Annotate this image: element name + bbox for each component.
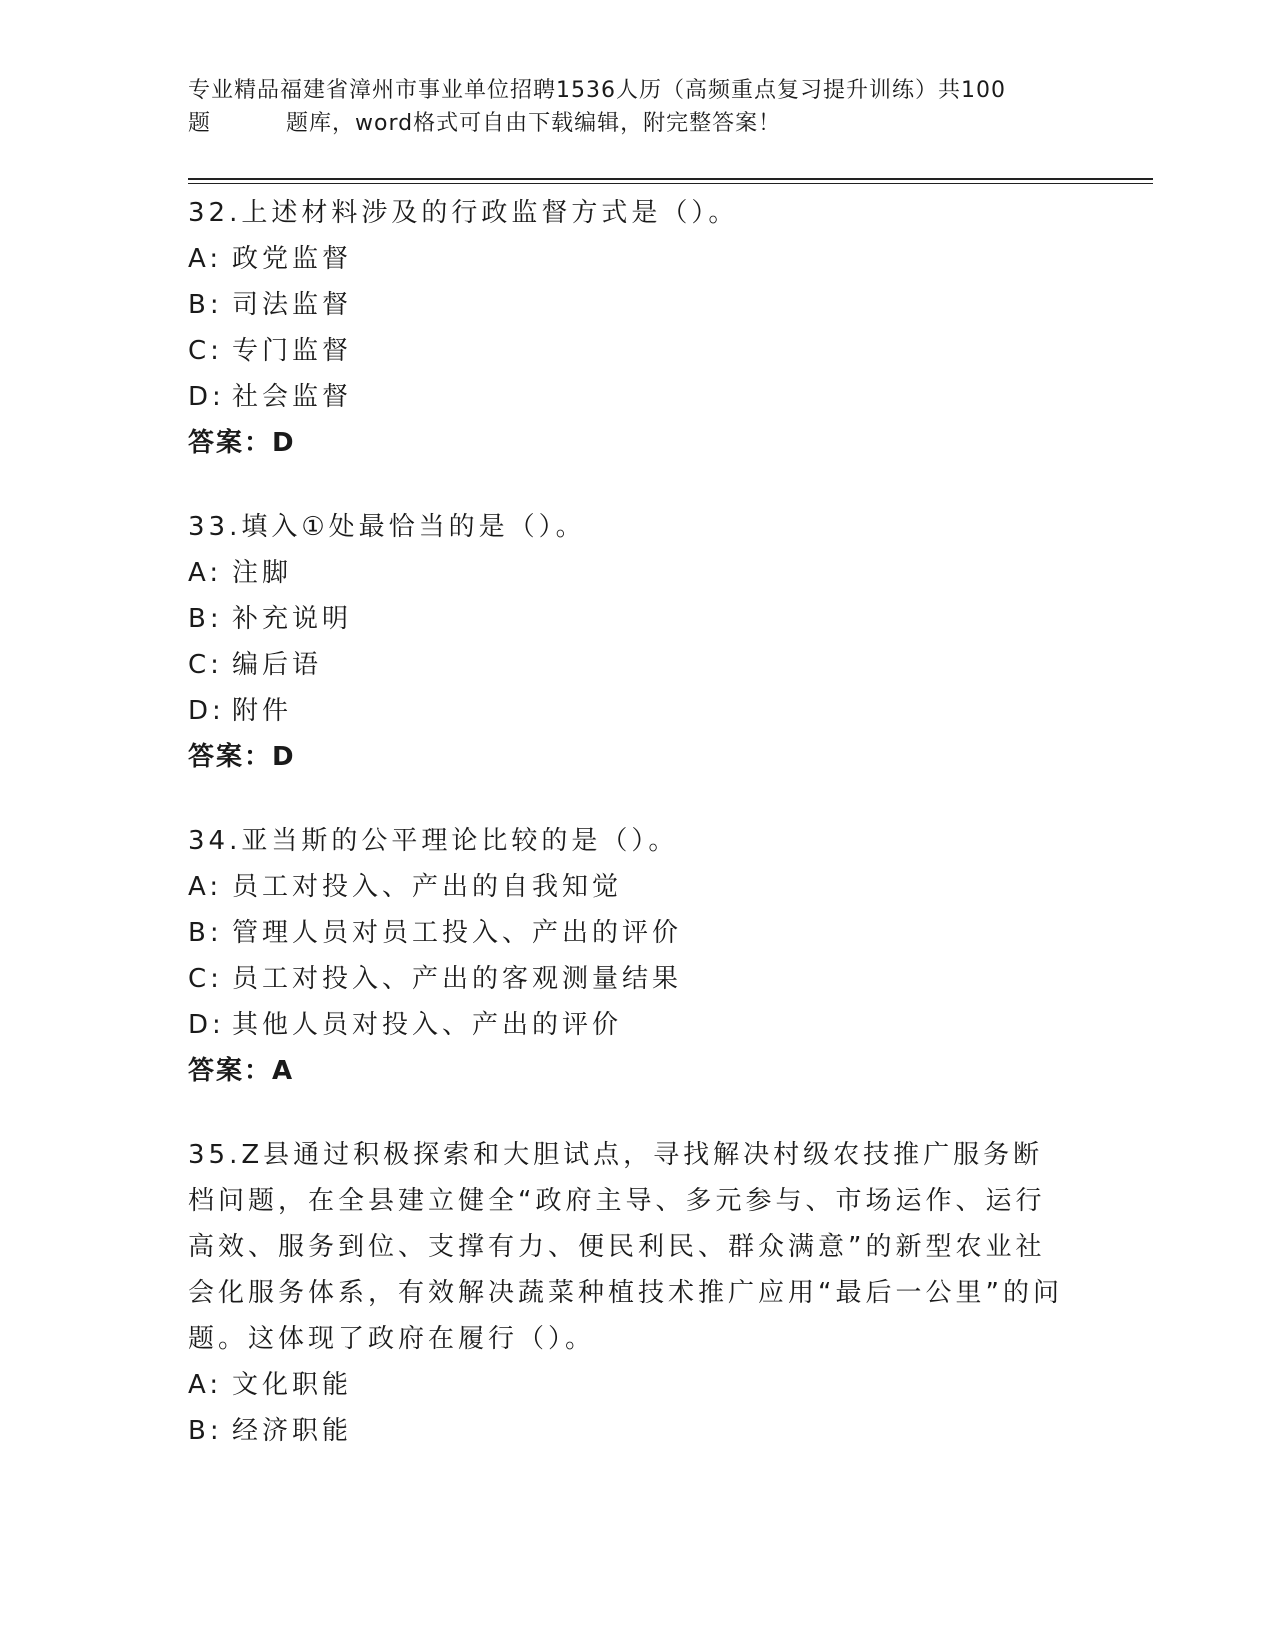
option-text: 专门监督 — [232, 336, 353, 366]
option-b — [188, 910, 1068, 956]
option-letter: B: — [188, 290, 223, 320]
header-line-2-rest: 题库，word格式可自由下载编辑，附完整答案！ — [286, 111, 782, 136]
option-text: 注脚 — [232, 558, 293, 588]
option-text: 员工对投入、产出的自我知觉 — [232, 872, 623, 902]
option-c — [188, 642, 1068, 688]
option-letter: B: — [188, 1416, 223, 1446]
option-a — [188, 1362, 1068, 1408]
question-34 — [188, 818, 1068, 1094]
option-text: 社会监督 — [232, 382, 353, 412]
option-text: 员工对投入、产出的客观测量结果 — [232, 964, 683, 994]
option-a — [188, 864, 1068, 910]
option-c — [188, 956, 1068, 1002]
question-stem: 35.Z县通过积极探索和大胆试点，寻找解决村级农技推广服务断档问题，在全县建立健全“政府主导、多元参与、市场运作、运行高效、服务到位、支撑有力、便民利民、群众满意”的新型农业社会化服务体系，有效解决蔬菜种植技术推广应用“最后一公里”的问题。这体现了政府在履行（）。 — [188, 1140, 1063, 1354]
option-letter: D: — [188, 382, 225, 412]
document-header — [188, 74, 1088, 140]
option-letter: C: — [188, 336, 223, 366]
option-b — [188, 282, 1068, 328]
option-text: 经济职能 — [232, 1416, 353, 1446]
option-letter: C: — [188, 650, 223, 680]
option-text: 文化职能 — [232, 1370, 353, 1400]
option-letter: D: — [188, 696, 225, 726]
option-a — [188, 550, 1068, 596]
option-letter: C: — [188, 964, 223, 994]
header-divider-thin — [188, 183, 1153, 184]
header-divider-thick — [188, 178, 1153, 180]
question-stem: 34.亚当斯的公平理论比较的是（）。 — [188, 826, 679, 856]
option-d — [188, 374, 1068, 420]
option-text: 政党监督 — [232, 244, 353, 274]
option-text: 补充说明 — [232, 604, 353, 634]
question-35 — [188, 1132, 1068, 1454]
header-line-1: 专业精品福建省漳州市事业单位招聘1536人历（高频重点复习提升训练）共100 — [188, 78, 1006, 103]
answer-key: 答案：A — [188, 1056, 295, 1086]
question-stem: 32.上述材料涉及的行政监督方式是（）。 — [188, 198, 739, 228]
option-letter: D: — [188, 1010, 225, 1040]
option-text: 管理人员对员工投入、产出的评价 — [232, 918, 683, 948]
question-stem: 33.填入①处最恰当的是（）。 — [188, 512, 586, 542]
option-letter: A: — [188, 558, 223, 588]
option-letter: B: — [188, 918, 223, 948]
option-c — [188, 328, 1068, 374]
answer-key: 答案：D — [188, 742, 296, 772]
option-letter: A: — [188, 872, 223, 902]
option-letter: B: — [188, 604, 223, 634]
option-d — [188, 1002, 1068, 1048]
option-letter: A: — [188, 244, 223, 274]
question-33 — [188, 504, 1068, 780]
option-a — [188, 236, 1068, 282]
option-text: 附件 — [232, 696, 293, 726]
option-text: 其他人员对投入、产出的评价 — [232, 1010, 623, 1040]
question-32 — [188, 190, 1068, 466]
header-line-2-lead: 题 — [188, 111, 212, 136]
option-d — [188, 688, 1068, 734]
question-list — [188, 190, 1068, 1492]
option-text: 编后语 — [232, 650, 323, 680]
option-text: 司法监督 — [232, 290, 353, 320]
option-b — [188, 1408, 1068, 1454]
option-letter: A: — [188, 1370, 223, 1400]
header-line-2 — [188, 107, 1088, 140]
answer-key: 答案：D — [188, 428, 296, 458]
option-b — [188, 596, 1068, 642]
